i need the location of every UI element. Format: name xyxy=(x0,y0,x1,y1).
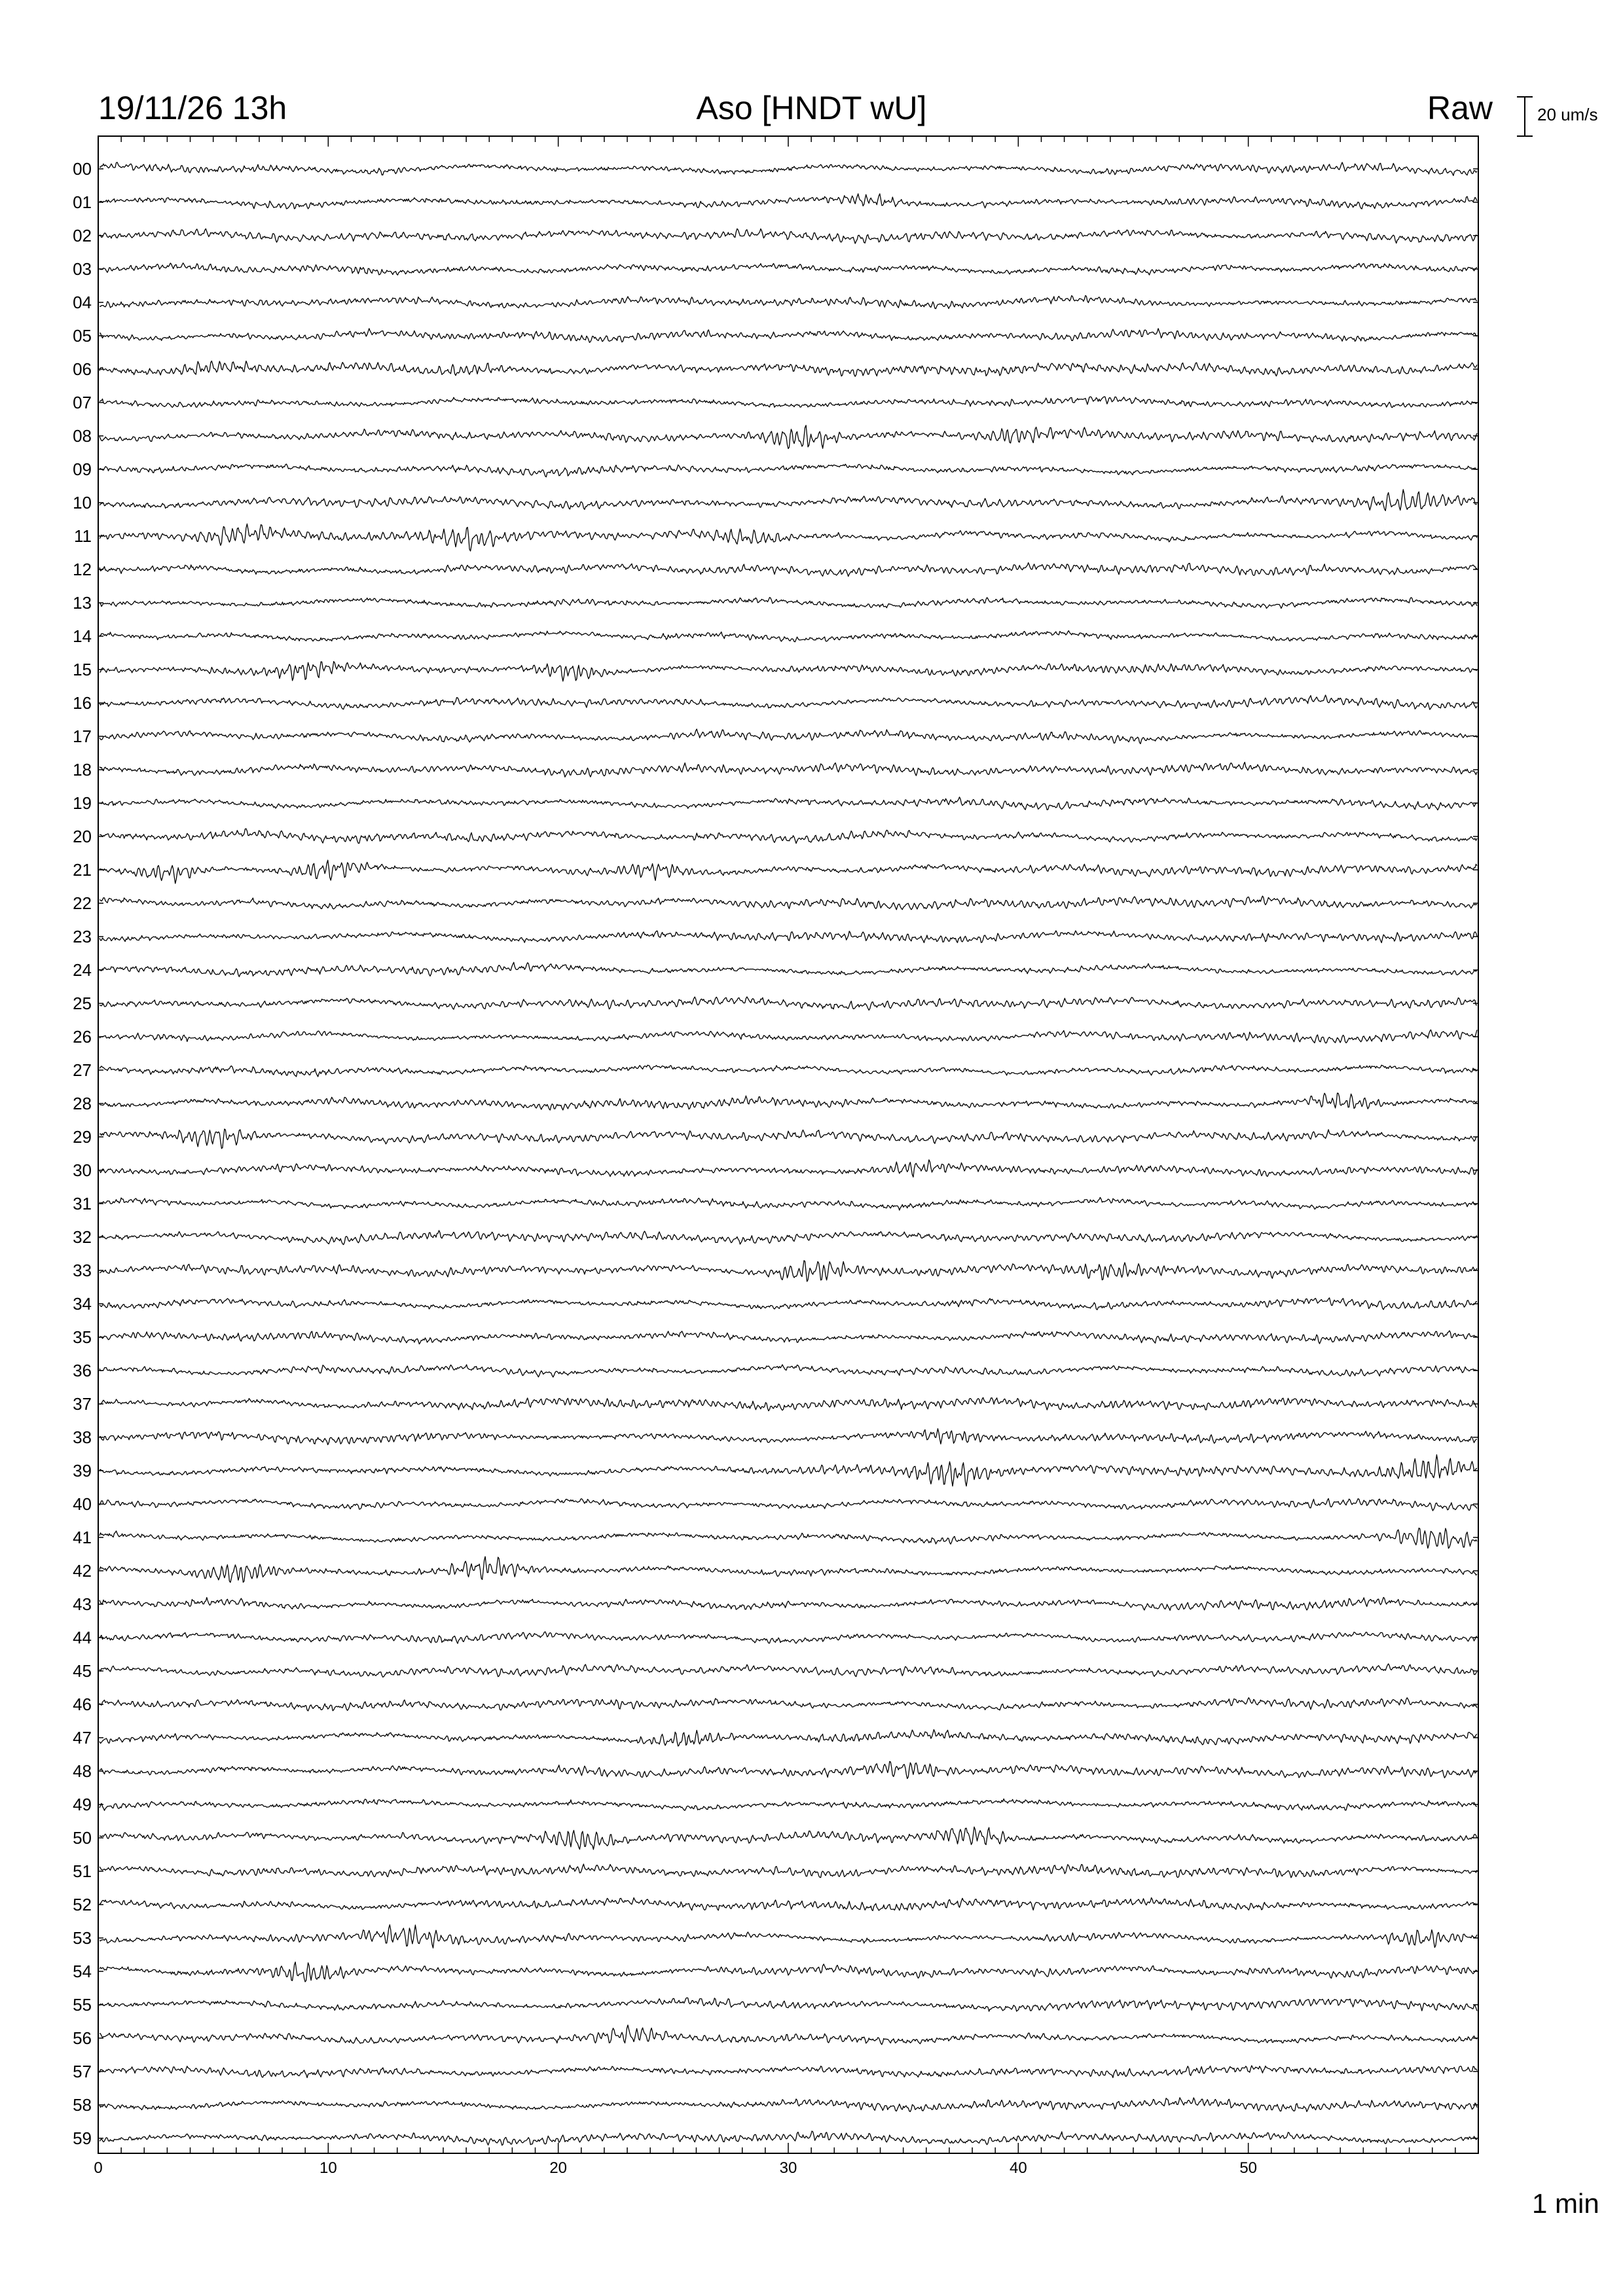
row-label: 59 xyxy=(73,2128,92,2148)
trace-line xyxy=(100,1331,1477,1344)
row-label: 32 xyxy=(73,1227,92,1247)
trace-line xyxy=(100,1761,1477,1778)
trace-line xyxy=(100,1598,1477,1611)
row-label: 38 xyxy=(73,1427,92,1447)
trace-line xyxy=(100,1827,1477,1849)
trace-line xyxy=(100,1962,1477,1982)
trace-line xyxy=(100,1429,1477,1445)
row-label: 12 xyxy=(73,560,92,579)
trace-line xyxy=(100,1030,1477,1043)
trace-line xyxy=(100,1397,1477,1410)
row-label: 14 xyxy=(73,626,92,646)
trace-line xyxy=(100,2025,1477,2045)
row-label: 06 xyxy=(73,359,92,379)
row-label: 46 xyxy=(73,1695,92,1714)
trace-line xyxy=(100,2066,1477,2078)
trace-line xyxy=(100,1065,1477,1077)
trace-line xyxy=(100,829,1477,844)
trace-line xyxy=(100,1664,1477,1677)
trace-line xyxy=(100,1129,1477,1149)
row-label: 28 xyxy=(73,1094,92,1113)
row-label: 09 xyxy=(73,459,92,479)
trace-line xyxy=(100,695,1477,709)
x-tick-label: 10 xyxy=(319,2159,337,2177)
trace-line xyxy=(100,931,1477,942)
row-label: 47 xyxy=(73,1728,92,1748)
row-label: 18 xyxy=(73,760,92,780)
x-axis-unit-label: 1 min xyxy=(1532,2188,1599,2219)
x-tick-label: 20 xyxy=(549,2159,568,2177)
trace-line xyxy=(100,1730,1477,1746)
row-label: 58 xyxy=(73,2095,92,2115)
trace-line xyxy=(100,797,1477,810)
row-label: 26 xyxy=(73,1027,92,1047)
trace-line xyxy=(100,631,1477,642)
row-label: 25 xyxy=(73,994,92,1013)
row-label: 56 xyxy=(73,2028,92,2048)
row-label: 39 xyxy=(73,1461,92,1480)
trace-line xyxy=(100,962,1477,977)
trace-line xyxy=(100,1925,1477,1948)
trace-line xyxy=(100,997,1477,1010)
row-label: 22 xyxy=(73,893,92,913)
row-label: 19 xyxy=(73,793,92,813)
row-label: 07 xyxy=(73,393,92,412)
row-label: 17 xyxy=(73,726,92,746)
trace-line xyxy=(100,464,1477,477)
trace-line xyxy=(100,524,1477,551)
row-label: 57 xyxy=(73,2062,92,2081)
trace-line xyxy=(100,229,1477,244)
trace-line xyxy=(100,563,1477,577)
row-label: 36 xyxy=(73,1361,92,1380)
row-label: 03 xyxy=(73,259,92,279)
row-label: 44 xyxy=(73,1628,92,1647)
trace-line xyxy=(100,1198,1477,1211)
row-label: 04 xyxy=(73,293,92,312)
row-label: 54 xyxy=(73,1962,92,1981)
trace-line xyxy=(100,329,1477,342)
row-label: 45 xyxy=(73,1661,92,1681)
row-label: 21 xyxy=(73,860,92,880)
trace-line xyxy=(100,1898,1477,1911)
row-label: 53 xyxy=(73,1928,92,1948)
trace-line xyxy=(100,296,1477,309)
row-label: 30 xyxy=(73,1160,92,1180)
trace-line xyxy=(100,1455,1477,1486)
x-tick-label: 30 xyxy=(779,2159,797,2177)
row-label: 50 xyxy=(73,1828,92,1848)
trace-line xyxy=(100,425,1477,449)
row-label: 11 xyxy=(74,526,92,546)
trace-line xyxy=(100,263,1477,275)
trace-line xyxy=(100,194,1477,209)
trace-line xyxy=(100,1261,1477,1282)
trace-line xyxy=(100,1365,1477,1377)
scale-bar xyxy=(1517,97,1533,136)
row-label: 52 xyxy=(73,1895,92,1914)
x-tick-label: 50 xyxy=(1239,2159,1258,2177)
row-label: 15 xyxy=(73,660,92,679)
trace-line xyxy=(100,2098,1477,2111)
row-label: 16 xyxy=(73,693,92,713)
row-label: 13 xyxy=(73,593,92,613)
trace-line xyxy=(100,1632,1477,1643)
row-label: 05 xyxy=(73,326,92,346)
trace-line xyxy=(100,662,1477,681)
trace-line xyxy=(100,1230,1477,1245)
seismic-traces xyxy=(100,162,1477,2145)
row-label: 20 xyxy=(73,827,92,846)
row-label: 43 xyxy=(73,1594,92,1614)
row-label: 42 xyxy=(73,1561,92,1581)
plot-station-title: Aso [HNDT wU] xyxy=(696,90,927,126)
trace-line xyxy=(100,1556,1477,1583)
time-ticks xyxy=(94,136,1478,2177)
row-labels xyxy=(73,159,1478,2148)
trace-line xyxy=(100,1528,1477,1549)
trace-line xyxy=(100,598,1477,609)
trace-line xyxy=(100,397,1477,408)
row-label: 55 xyxy=(73,1995,92,2015)
trace-line xyxy=(100,1160,1477,1177)
row-label: 48 xyxy=(73,1761,92,1781)
row-label: 40 xyxy=(73,1494,92,1514)
row-label: 10 xyxy=(73,493,92,512)
trace-line xyxy=(100,1093,1477,1110)
x-tick-label: 40 xyxy=(1009,2159,1027,2177)
trace-line xyxy=(100,490,1477,511)
row-label: 23 xyxy=(73,927,92,946)
plot-mode-label: Raw xyxy=(1427,90,1493,126)
row-label: 31 xyxy=(73,1194,92,1213)
plot-date-hour: 19/11/26 13h xyxy=(98,90,287,126)
row-label: 34 xyxy=(73,1294,92,1314)
trace-line xyxy=(100,729,1477,744)
trace-line xyxy=(100,1799,1477,1810)
row-label: 08 xyxy=(73,426,92,446)
row-label: 33 xyxy=(73,1261,92,1280)
trace-line xyxy=(100,860,1477,884)
row-label: 29 xyxy=(73,1127,92,1147)
row-label: 41 xyxy=(73,1528,92,1547)
row-label: 35 xyxy=(73,1327,92,1347)
trace-line xyxy=(100,361,1477,377)
row-label: 24 xyxy=(73,960,92,980)
trace-line xyxy=(100,1864,1477,1878)
row-label: 01 xyxy=(73,192,92,212)
row-label: 00 xyxy=(73,159,92,179)
x-tick-label: 0 xyxy=(94,2159,103,2177)
row-label: 51 xyxy=(73,1861,92,1881)
row-label: 27 xyxy=(73,1060,92,1080)
trace-line xyxy=(100,762,1477,778)
row-label: 37 xyxy=(73,1394,92,1414)
trace-line xyxy=(100,1998,1477,2011)
trace-line xyxy=(100,162,1477,175)
trace-line xyxy=(100,1698,1477,1711)
trace-line xyxy=(100,896,1477,910)
row-label: 49 xyxy=(73,1795,92,1814)
trace-line xyxy=(100,1298,1477,1310)
row-label: 02 xyxy=(73,226,92,245)
trace-line xyxy=(100,1499,1477,1511)
amplitude-scale-label: 20 um/s xyxy=(1537,105,1598,124)
